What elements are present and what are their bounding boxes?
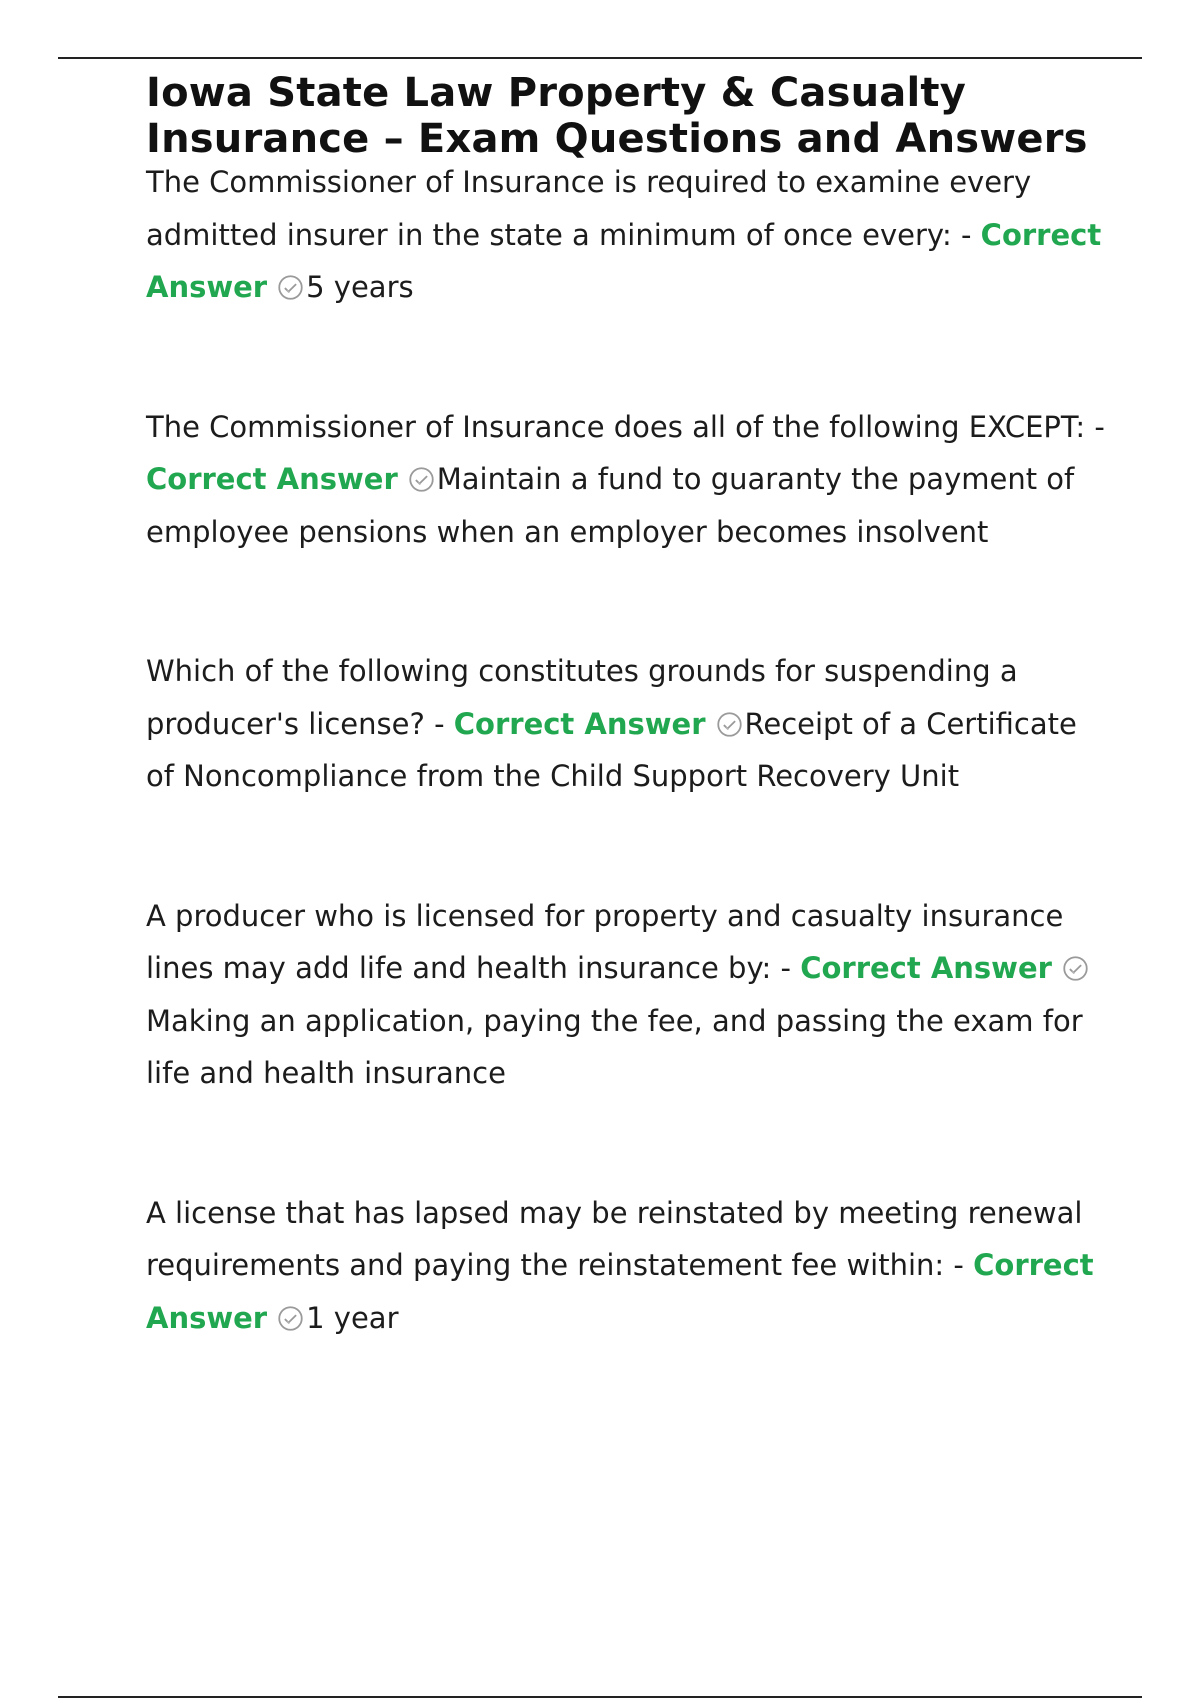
check-circle-icon — [1062, 955, 1089, 982]
answer-text: 5 years — [306, 270, 414, 304]
document-body — [146, 70, 1106, 1344]
qa-item — [146, 1187, 1106, 1345]
question-text: A producer who is licensed for property and casualty insurance lines may add life and health insurance by: - — [146, 898, 1064, 985]
answer-text: 1 year — [306, 1300, 399, 1335]
top-divider — [58, 57, 1142, 59]
question-text: The Commissioner of Insurance does all of the following EXCEPT: - — [146, 409, 1105, 444]
correct-answer-label: Correct Answer — [146, 217, 1102, 304]
question-text: Which of the following constitutes grounds for suspending a producer's license? - — [146, 654, 1018, 741]
correct-answer-label: Correct Answer — [146, 1248, 1094, 1335]
correct-answer-label: Correct Answer — [800, 951, 1052, 985]
check-circle-icon — [716, 711, 743, 738]
qa-item — [146, 156, 1106, 314]
answer-text: Making an application, paying the fee, and passing the exam for life and health insurance — [146, 1003, 1083, 1090]
correct-answer-label: Correct Answer — [146, 462, 398, 496]
qa-item — [146, 401, 1106, 559]
qa-item — [146, 890, 1106, 1100]
check-circle-icon — [277, 274, 304, 301]
document-title: Iowa State Law Property & Casualty Insurance – Exam Questions and Answers — [146, 70, 1088, 162]
check-circle-icon — [408, 466, 435, 493]
question-text: The Commissioner of Insurance is required to examine every admitted insurer in the state a minimum of once every: - — [146, 165, 1032, 252]
check-circle-icon — [277, 1305, 304, 1332]
answer-text: Maintain a fund to guaranty the payment of employee pensions when an employer becomes insolvent — [146, 462, 1075, 549]
correct-answer-label: Correct Answer — [453, 706, 706, 741]
question-text: A license that has lapsed may be reinstated by meeting renewal requirements and paying the reinstatement fee within: - — [146, 1195, 1083, 1282]
answer-text: Receipt of a Certificate of Noncompliance from the Child Support Recovery Unit — [146, 706, 1077, 793]
qa-item — [146, 645, 1106, 803]
bottom-divider — [58, 1696, 1142, 1698]
